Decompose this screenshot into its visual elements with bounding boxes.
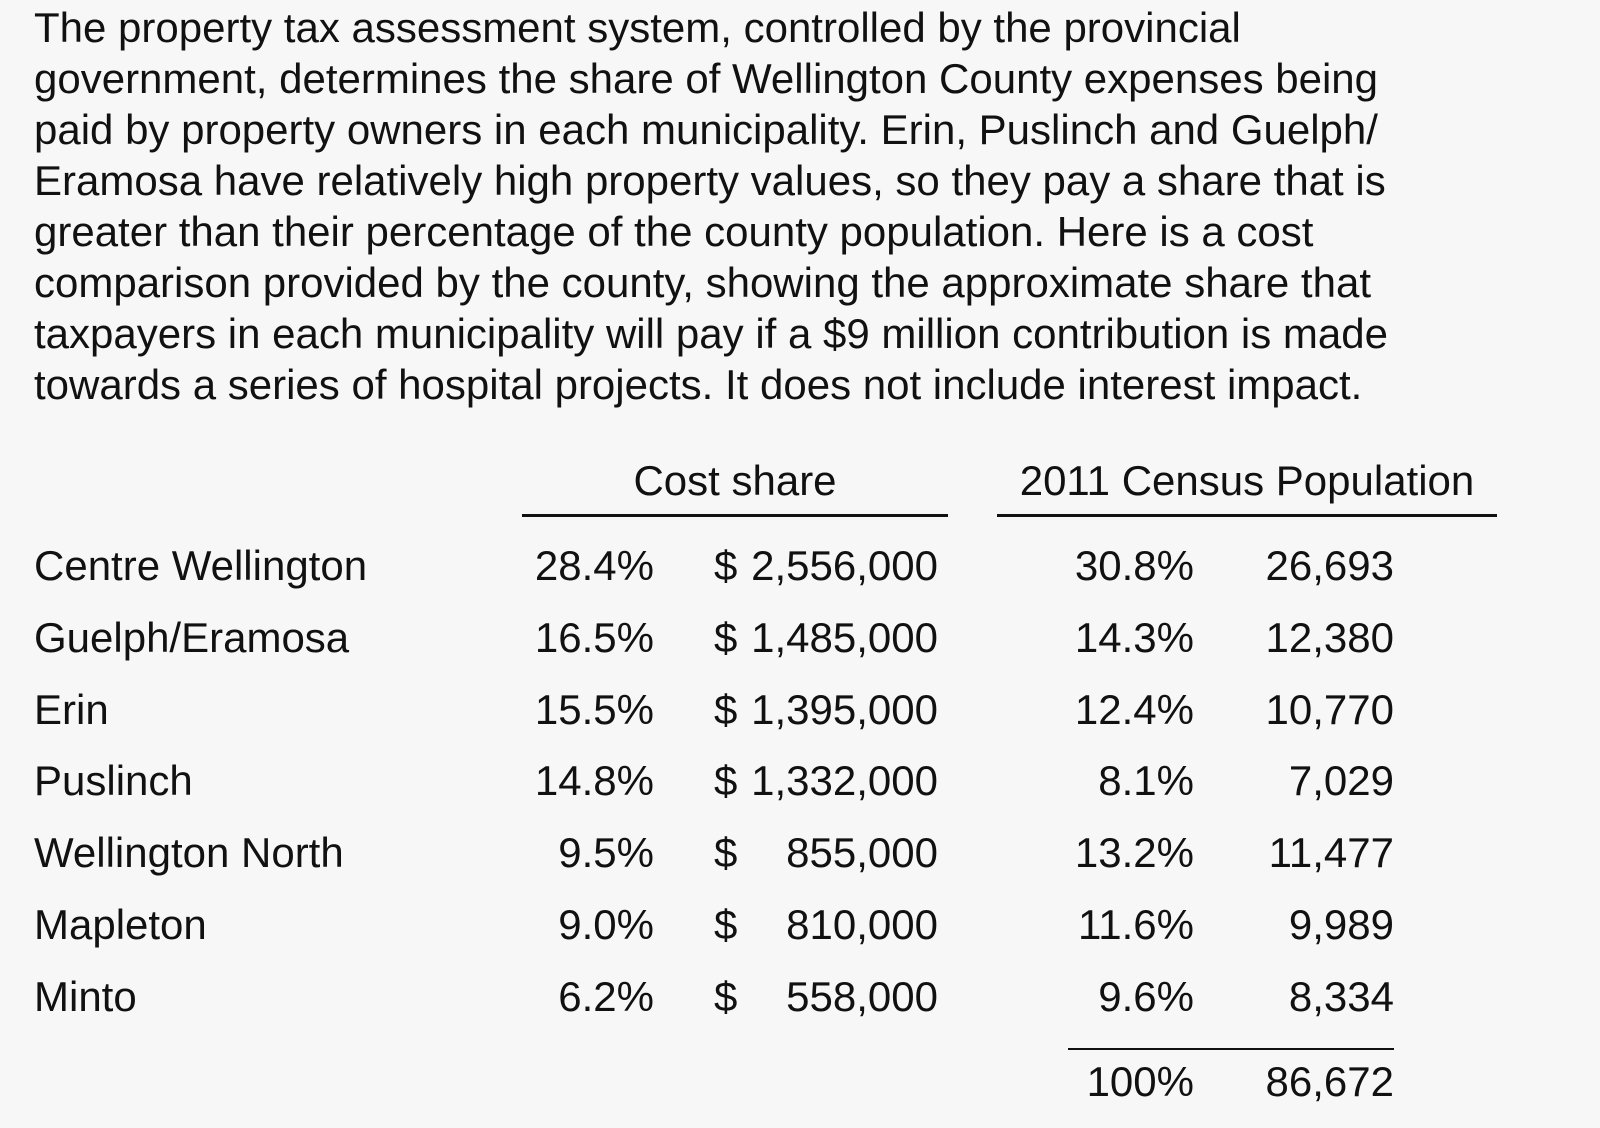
total-row	[0, 1053, 1600, 1111]
dollar-sign: $	[714, 542, 738, 589]
table-row	[0, 752, 1600, 824]
population-header-rule	[997, 514, 1497, 517]
cost-amount: 558,000	[786, 972, 938, 1020]
population-percent: 30.8%	[1074, 542, 1194, 589]
dollar-sign: $	[714, 757, 738, 805]
intro-line: paid by property owners in each municipality. Erin, Puslinch and Guelph/	[34, 106, 1378, 153]
cost-amount: 810,000	[786, 900, 938, 948]
population-count: 10,770	[1265, 685, 1394, 733]
municipality-name: Erin	[34, 685, 109, 733]
table-row	[0, 968, 1600, 1040]
dollar-sign: $	[714, 829, 738, 877]
total-population-count: 86,672	[1265, 1058, 1394, 1105]
cost-amount: 855,000	[786, 829, 938, 877]
population-count: 7,029	[1288, 757, 1394, 805]
intro-line: taxpayers in each municipality will pay if a $9 million contribution is made	[34, 310, 1388, 357]
municipality-table	[0, 537, 1600, 1040]
cost-amount: 1,485,000	[751, 613, 938, 661]
municipality-name: Wellington North	[34, 829, 344, 877]
population-percent: 12.4%	[1074, 685, 1194, 733]
municipality-name: Mapleton	[34, 900, 207, 948]
cost-share-percent: 9.0%	[558, 900, 654, 948]
population-percent: 8.1%	[1098, 757, 1194, 805]
municipality-name: Puslinch	[34, 757, 193, 805]
population-header: 2011 Census Population	[1019, 457, 1475, 504]
intro-line: Eramosa have relatively high property values, so they pay a share that is	[34, 157, 1386, 204]
population-count: 12,380	[1265, 613, 1394, 661]
intro-line: government, determines the share of Wellington County expenses being	[34, 55, 1379, 102]
table-row	[0, 609, 1600, 681]
cost-share-header: Cost share	[633, 457, 837, 504]
cost-amount: 1,332,000	[751, 757, 938, 805]
population-count: 26,693	[1265, 542, 1394, 589]
table-row	[0, 824, 1600, 896]
table-row	[0, 537, 1600, 609]
cost-share-percent: 28.4%	[534, 542, 654, 589]
dollar-sign: $	[714, 972, 738, 1020]
cost-share-percent: 6.2%	[558, 972, 654, 1020]
total-rule	[1068, 1048, 1394, 1050]
intro-line: The property tax assessment system, controlled by the provincial	[34, 4, 1241, 51]
population-percent: 11.6%	[1078, 900, 1194, 948]
cost-share-percent: 15.5%	[534, 685, 654, 733]
cost-share-percent: 16.5%	[534, 613, 654, 661]
dollar-sign: $	[714, 900, 738, 948]
municipality-name: Guelph/Eramosa	[34, 613, 350, 661]
intro-line: towards a series of hospital projects. It does not include interest impact.	[34, 361, 1363, 408]
cost-share-header-rule	[522, 514, 948, 517]
municipality-name: Minto	[34, 972, 137, 1020]
population-count: 11,477	[1268, 829, 1394, 877]
dollar-sign: $	[714, 613, 738, 661]
table-row	[0, 896, 1600, 968]
cost-amount: 2,556,000	[751, 542, 938, 589]
cost-amount: 1,395,000	[751, 685, 938, 733]
intro-paragraph	[34, 2, 1574, 410]
intro-line: comparison provided by the county, showing the approximate share that	[34, 259, 1371, 306]
population-percent: 13.2%	[1074, 829, 1194, 877]
dollar-sign: $	[714, 685, 738, 733]
population-count: 8,334	[1288, 972, 1394, 1020]
municipality-name: Centre Wellington	[34, 542, 368, 589]
population-count: 9,989	[1288, 900, 1394, 948]
table-row	[0, 681, 1600, 753]
cost-share-percent: 9.5%	[558, 829, 654, 877]
cost-share-percent: 14.8%	[534, 757, 654, 805]
population-percent: 14.3%	[1074, 613, 1194, 661]
population-percent: 9.6%	[1098, 972, 1194, 1020]
intro-line: greater than their percentage of the county population. Here is a cost	[34, 208, 1314, 255]
total-population-percent: 100%	[1086, 1058, 1194, 1105]
